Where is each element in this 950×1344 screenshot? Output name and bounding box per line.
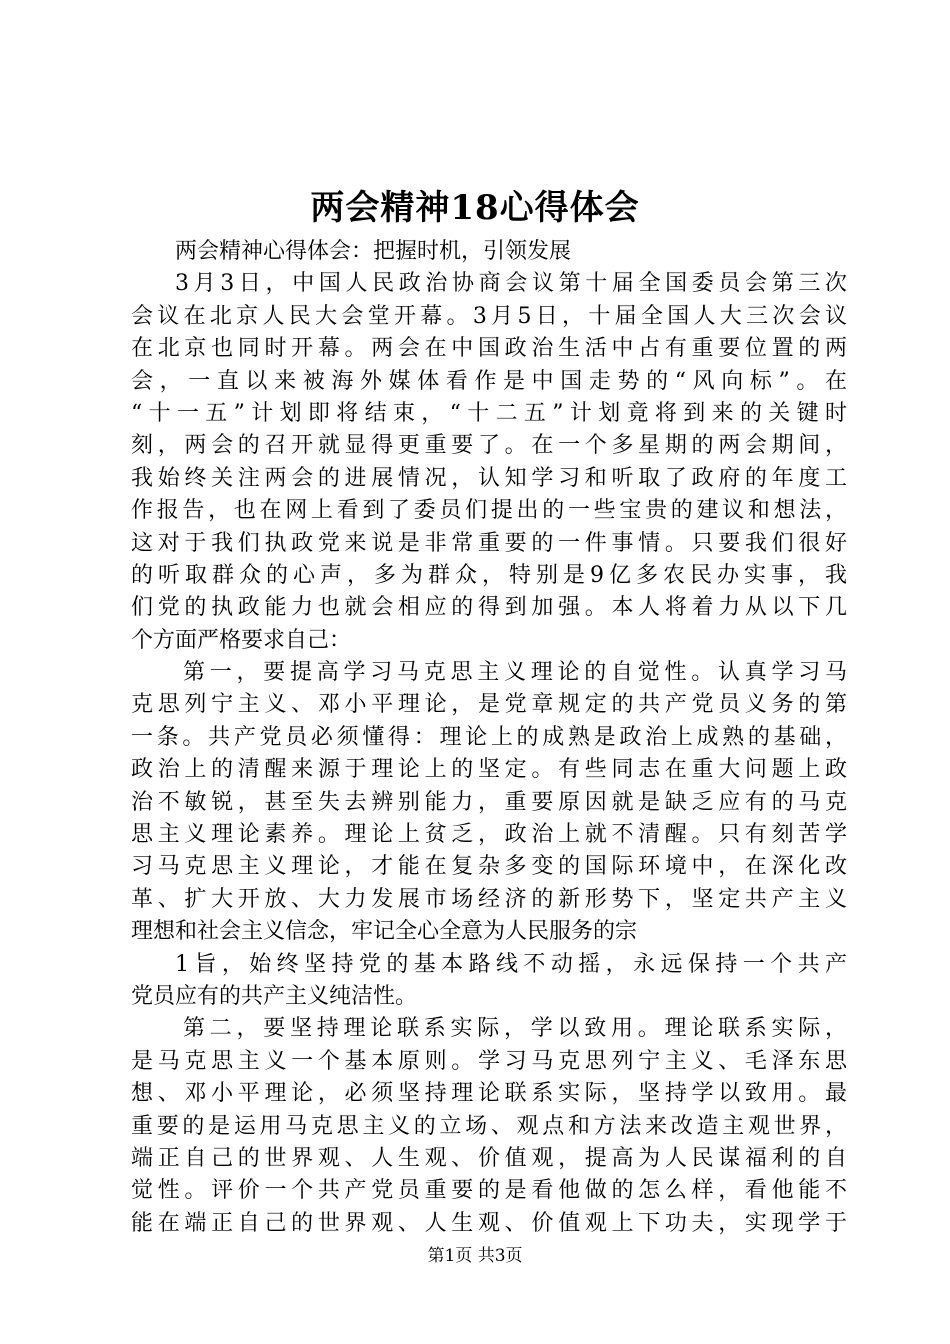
paragraph-line: 理想和社会主义信念，牢记全心全意为人民服务的宗 — [131, 919, 638, 945]
paragraph-line: 端正自己的世界观、人生观、价值观，提高为人民谋福利的自 — [131, 1145, 847, 1171]
paragraph-line: 一条。共产党员必须懂得：理论上的成熟是政治上成熟的基础， — [131, 724, 847, 750]
paragraph-line: 作报告，也在网上看到了委员们提出的一些宝贵的建议和想法， — [131, 498, 847, 524]
document-body — [131, 236, 847, 1240]
paragraph-line: 在北京也同时开幕。两会在中国政治生活中占有重要位置的两 — [131, 336, 847, 362]
paragraph-line: 重要的是运用马克思主义的立场、观点和方法来改造主观世界， — [131, 1113, 847, 1139]
paragraph-line: 3月3日，中国人民政治协商会议第十届全国委员会第三次 — [175, 271, 847, 297]
paragraph-line: 想、邓小平理论，必须坚持理论联系实际，坚持学以致用。最 — [131, 1081, 847, 1107]
paragraph-line: 会，一直以来被海外媒体看作是中国走势的“风向标”。在 — [131, 368, 847, 394]
paragraph-line: 思主义理论素养。理论上贫乏，政治上就不清醒。只有刻苦学 — [131, 822, 847, 848]
paragraph-line: “十一五”计划即将结束，“十二五”计划竟将到来的关键时 — [131, 400, 847, 426]
paragraph-line: 治不敏锐，甚至失去辨别能力，重要原因就是缺乏应有的马克 — [131, 789, 847, 815]
paragraph-line: 第二，要坚持理论联系实际，学以致用。理论联系实际， — [183, 1016, 847, 1042]
paragraph-line: 政治上的清醒来源于理论上的坚定。有些同志在重大问题上政 — [131, 757, 847, 783]
paragraph-line: 党员应有的共产主义纯洁性。 — [131, 983, 418, 1009]
paragraph-line: 这对于我们执政党来说是非常重要的一件事情。只要我们很好 — [131, 530, 847, 556]
paragraph-line: 觉性。评价一个共产党员重要的是看他做的怎么样，看他能不 — [131, 1178, 847, 1204]
paragraph-line: 克思列宁主义、邓小平理论，是党章规定的共产党员义务的第 — [131, 692, 847, 718]
paragraph-line: 习马克思主义理论，才能在复杂多变的国际环境中，在深化改 — [131, 854, 847, 880]
paragraph-line: 1旨，始终坚持党的基本路线不动摇，永远保持一个共产 — [175, 951, 847, 977]
paragraph-line: 个方面严格要求自己： — [131, 627, 352, 653]
subtitle-line: 两会精神心得体会：把握时机，引领发展 — [175, 239, 572, 264]
paragraph-line: 的听取群众的心声，多为群众，特别是9亿多农民办实事，我 — [131, 562, 847, 588]
paragraph-line: 们党的执政能力也就会相应的得到加强。本人将着力从以下几 — [131, 595, 847, 621]
paragraph-line: 第一，要提高学习马克思主义理论的自觉性。认真学习马 — [183, 660, 847, 686]
paragraph-line: 会议在北京人民大会堂开幕。3月5日，十届全国人大三次会议 — [131, 303, 847, 329]
paragraph-line: 我始终关注两会的进展情况，认知学习和听取了政府的年度工 — [131, 465, 847, 491]
page-number-footer: 第1页 共3页 — [427, 1246, 523, 1266]
document-title: 两会精神18心得体会 — [310, 188, 640, 228]
paragraph-line: 刻，两会的召开就显得更重要了。在一个多星期的两会期间， — [131, 433, 847, 459]
paragraph-line: 是马克思主义一个基本原则。学习马克思列宁主义、毛泽东思 — [131, 1048, 847, 1074]
paragraph-line: 革、扩大开放、大力发展市场经济的新形势下，坚定共产主义 — [131, 886, 847, 912]
paragraph-line: 能在端正自己的世界观、人生观、价值观上下功夫，实现学于 — [131, 1210, 847, 1236]
